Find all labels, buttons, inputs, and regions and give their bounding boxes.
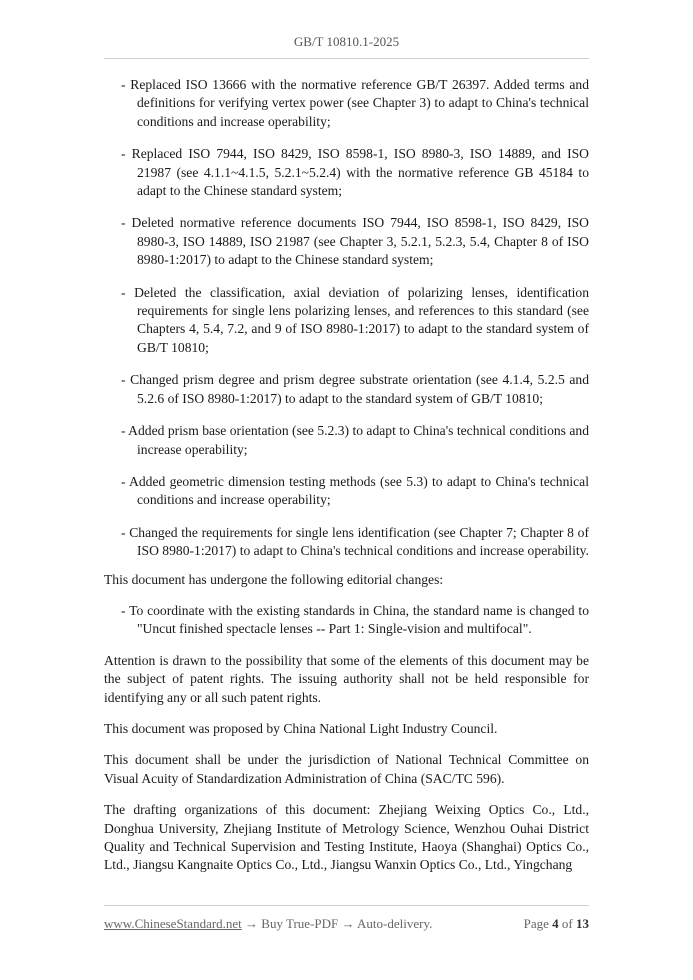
drafting-paragraph: The drafting organizations of this document: Zhejiang Weixing Optics Co., Ltd., Donghua University, Zhejiang Institute of Metrology Science, Wenzhou Ouhai District Quality and Technical Supervision and Testing Institute, Haoya (Shanghai) Optics Co., Ltd., Jiangsu Kangnaite Optics Co., Ltd., Jiangsu Wanxin Optics Co., Ltd., Yingchang [104,802,589,873]
jurisdiction-paragraph: This document shall be under the jurisdiction of National Technical Committee on Visual Acuity of Standardization Administration of China (SAC/TC 596). [104,752,589,786]
footer-links [104,916,432,932]
editorial-changes-list [104,602,589,639]
editorial-intro: This document has undergone the following editorial changes: [104,571,444,587]
buy-pdf-text: Buy True-PDF [261,916,339,931]
page-current: 4 [552,916,559,931]
header-divider [104,58,589,59]
list-item: - Added geometric dimension testing methods (see 5.3) to adapt to China's technical conditions and increase operability; [121,473,589,508]
auto-delivery-text: Auto-delivery. [357,916,433,931]
list-item: - Changed prism degree and prism degree substrate orientation (see 4.1.4, 5.2.5 and 5.2.6 of ISO 8980-1:2017) to adapt to the standard system of GB/T 10810; [121,372,589,406]
arrow-right-icon: → [341,916,355,931]
patent-paragraph: Attention is drawn to the possibility that some of the elements of this document may be the subject of patent rights. The issuing authority shall not be held responsible for identifying any or all such patent rights. [104,652,589,705]
arrow-right-icon: → [245,916,259,931]
page-indicator [524,916,589,932]
site-link[interactable]: www.ChineseStandard.net [104,916,242,931]
page-label: Page [523,916,549,931]
page-of: of [561,916,573,931]
page-total: 13 [576,916,589,931]
list-item: - Added prism base orientation (see 5.2.3) to adapt to China's technical conditions and increase operability; [121,423,589,457]
list-item: - Replaced ISO 7944, ISO 8429, ISO 8598-1, ISO 8980-3, ISO 14889, and ISO 21987 (see 4.1.1~4.1.5, 5.2.1~5.2.4) with the normative reference GB 45184 to adapt to the Chinese standard system; [121,146,589,199]
page-header: GB/T 10810.1-2025 [293,34,400,49]
list-item: - Changed the requirements for single lens identification (see Chapter 7; Chapter 8 of ISO 8980-1:2017) to adapt to China's technical conditions and increase operability. [121,524,589,559]
footer-divider [104,905,589,906]
proposed-paragraph: This document was proposed by China National Light Industry Council. [104,720,498,736]
list-item: - Deleted the classification, axial deviation of polarizing lenses, identification requirements for single lens polarizing lenses, and references to this standard (see Chapters 4, 5.4, 7.2, and 9 of ISO 8980-1:2017) to adapt to the standard system of GB/T 10810; [121,284,589,355]
list-item: - Deleted normative reference documents ISO 7944, ISO 8598-1, ISO 8429, ISO 8980-3, ISO 14889, ISO 21987 (see Chapter 3, 5.2.1, 5.2.3, 5.4, Chapter 8 of ISO 8980-1:2017) to adapt to the Chinese standard system; [121,215,589,268]
document-body [104,76,589,888]
list-item: - To coordinate with the existing standards in China, the standard name is changed to "Uncut finished spectacle lenses -- Part 1: Single-vision and multifocal". [121,602,589,637]
list-item: - Replaced ISO 13666 with the normative reference GB/T 26397. Added terms and definitions for verifying vertex power (see Chapter 3) to adapt to China's technical conditions and increase operability; [121,77,589,129]
technical-changes-list [104,76,589,561]
